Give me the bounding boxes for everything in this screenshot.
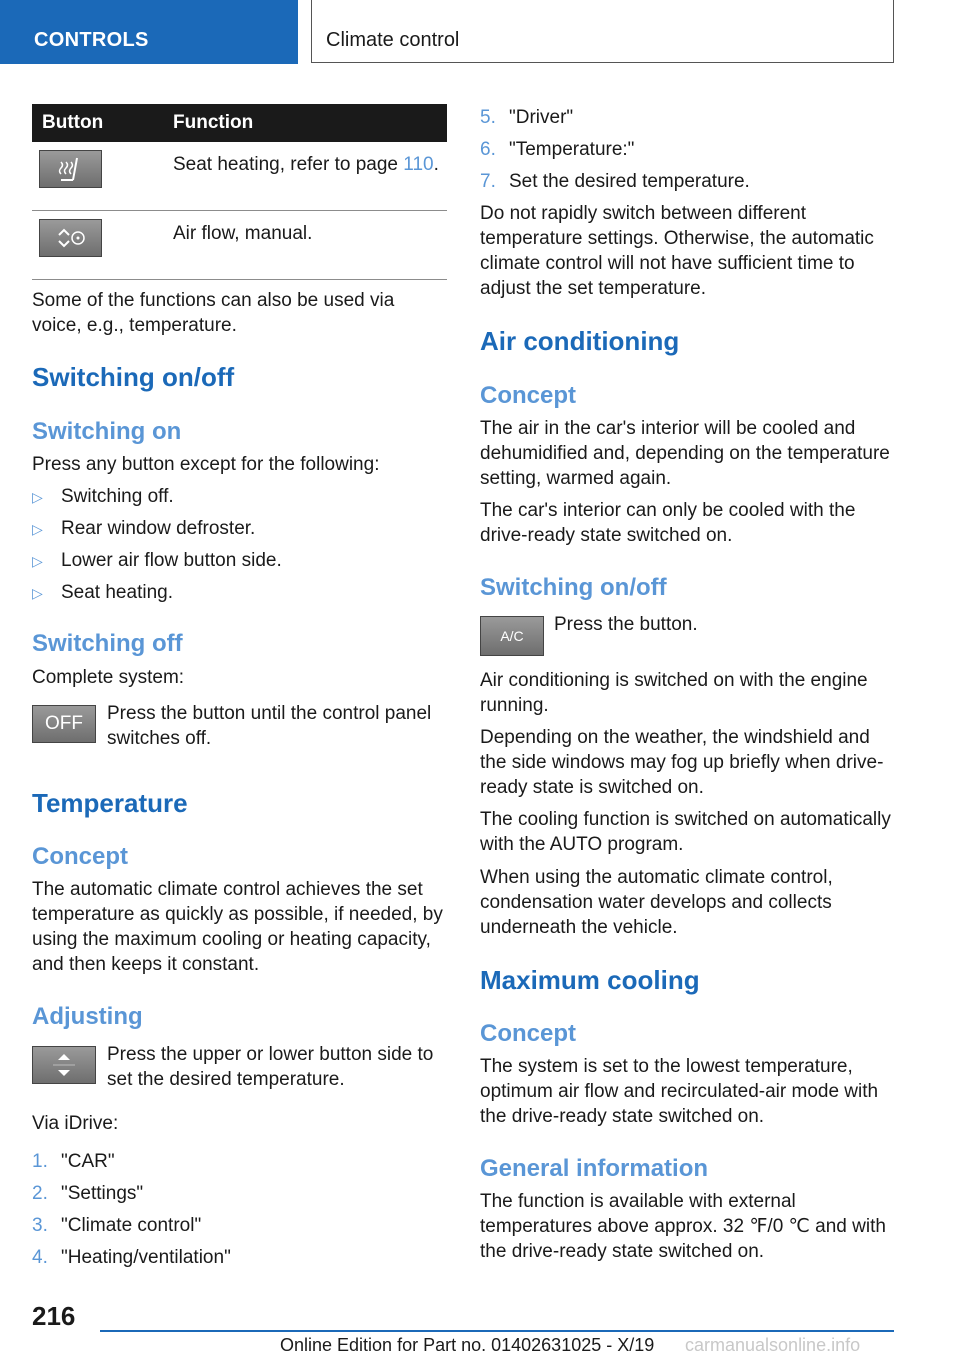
table-row <box>32 142 447 211</box>
off-description: Press the button until the control panel switches off. <box>107 703 432 749</box>
table-header-button: Button <box>32 104 163 142</box>
table-cell-text: Air flow, manual. <box>163 211 447 280</box>
step-text: "Climate control" <box>61 1215 202 1236</box>
ac-condensation-paragraph: When using the automatic climate control, condensation water develops and collects underneath the vehicle. <box>480 867 833 938</box>
list-item-text: Switching off. <box>61 486 174 507</box>
step-text: "CAR" <box>61 1151 115 1172</box>
step-text: "Driver" <box>509 107 574 128</box>
adjusting-description: Press the upper or lower button side to set the desired temperature. <box>107 1044 434 1090</box>
list-item <box>32 1149 115 1174</box>
list-item-text: Lower air flow button side. <box>61 550 282 571</box>
table-row <box>32 211 447 280</box>
step-number: 2. <box>32 1183 48 1204</box>
max-concept-paragraph: The system is set to the lowest temperature, optimum air flow and recirculated-air mode with the drive-ready state switched on. <box>480 1056 879 1127</box>
page-number: 216 <box>32 1301 76 1331</box>
header-section-tab <box>0 0 298 64</box>
ac-weather-paragraph: Depending on the weather, the windshield and the side windows may fog up briefly when drive-ready state is switched on. <box>480 727 884 798</box>
triangle-bullet-icon: ▷ <box>32 553 43 569</box>
triangle-bullet-icon: ▷ <box>32 585 43 601</box>
page-reference-link[interactable]: 110 <box>403 154 434 175</box>
ac-engine-paragraph: Air conditioning is switched on with the engine running. <box>480 670 868 716</box>
heading-switching-off: Switching off <box>32 630 183 657</box>
heading-ac-concept: Concept <box>480 382 576 409</box>
step-text: "Settings" <box>61 1183 144 1204</box>
switching-off-intro: Complete system: <box>32 667 185 688</box>
step-text: "Heating/ventilation" <box>61 1247 231 1268</box>
ac-concept-paragraph: The air in the car's interior will be cooled and dehumidified and, depending on the temperature setting, warmed again. <box>480 418 890 489</box>
list-item <box>480 169 750 194</box>
off-button-icon: OFF <box>32 705 96 743</box>
table-cell-text: Seat heating, refer to page <box>173 154 404 175</box>
list-item <box>32 548 282 574</box>
heading-switching-on: Switching on <box>32 418 182 445</box>
list-item-text: Seat heating. <box>61 582 173 603</box>
heading-adjusting: Adjusting <box>32 1003 143 1030</box>
list-item <box>32 1213 202 1238</box>
via-idrive-label: Via iDrive: <box>32 1113 119 1134</box>
general-information-paragraph: The function is available with external temperatures above approx. 32 ℉/0 ℃ and with the drive-ready state switched on. <box>480 1191 886 1262</box>
list-item <box>32 516 256 542</box>
heading-maximum-cooling: Maximum cooling <box>480 965 700 995</box>
heading-max-concept: Concept <box>480 1020 576 1047</box>
step-number: 1. <box>32 1151 48 1172</box>
list-item <box>32 1245 231 1270</box>
heading-temperature: Temperature <box>32 788 188 818</box>
triangle-bullet-icon: ▷ <box>32 521 43 537</box>
heading-air-conditioning: Air conditioning <box>480 326 680 356</box>
table-header-function: Function <box>163 104 447 142</box>
voice-paragraph: Some of the functions can also be used via voice, e.g., temperature. <box>32 290 395 336</box>
step-number: 3. <box>32 1215 48 1236</box>
heading-concept: Concept <box>32 843 128 870</box>
air-flow-icon <box>39 219 102 257</box>
list-item <box>480 105 574 130</box>
triangle-bullet-icon: ▷ <box>32 489 43 505</box>
footer-watermark: carmanualsonline.info <box>685 1335 861 1355</box>
list-item-text: Rear window defroster. <box>61 518 256 539</box>
footer-edition: Online Edition for Part no. 01402631025 - X/19 <box>280 1335 655 1355</box>
header-title-box <box>311 0 894 63</box>
heading-switching-onoff: Switching on/off <box>32 362 235 392</box>
header-section-label: CONTROLS <box>34 29 149 51</box>
ac-button-icon: A/C <box>480 616 544 656</box>
heading-general-information: General information <box>480 1155 709 1182</box>
step-text: "Temperature:" <box>509 139 635 160</box>
step-number: 5. <box>480 107 496 128</box>
ac-cooling-paragraph: The cooling function is switched on automatically with the AUTO program. <box>480 809 891 855</box>
step-text: Set the desired temperature. <box>509 171 750 192</box>
switching-on-intro: Press any button except for the following: <box>32 454 380 475</box>
button-function-table <box>32 104 447 280</box>
step-number: 6. <box>480 139 496 160</box>
footer-rule <box>100 1330 894 1332</box>
heading-ac-switching-onoff: Switching on/off <box>480 574 667 601</box>
seat-heating-icon <box>39 150 102 188</box>
press-button-text: Press the button. <box>554 614 698 635</box>
list-item <box>32 1181 144 1206</box>
ac-cooled-paragraph: The car's interior can only be cooled with the drive-ready state switched on. <box>480 500 856 546</box>
list-item <box>32 484 174 510</box>
table-cell-punct: . <box>433 154 439 175</box>
concept-paragraph: The automatic climate control achieves the set temperature as quickly as possible, if needed, by using the maximum cooling or heating capacity, and then keeps it constant. <box>32 879 443 975</box>
step-number: 7. <box>480 171 496 192</box>
list-item <box>32 580 173 606</box>
temperature-up-down-icon <box>32 1046 96 1084</box>
rapid-switch-paragraph: Do not rapidly switch between different temperature settings. Otherwise, the automatic climate control will not have sufficient time to adjust the set temperature. <box>480 203 874 299</box>
step-number: 4. <box>32 1247 48 1268</box>
list-item <box>480 137 635 162</box>
header-title: Climate control <box>326 29 460 51</box>
